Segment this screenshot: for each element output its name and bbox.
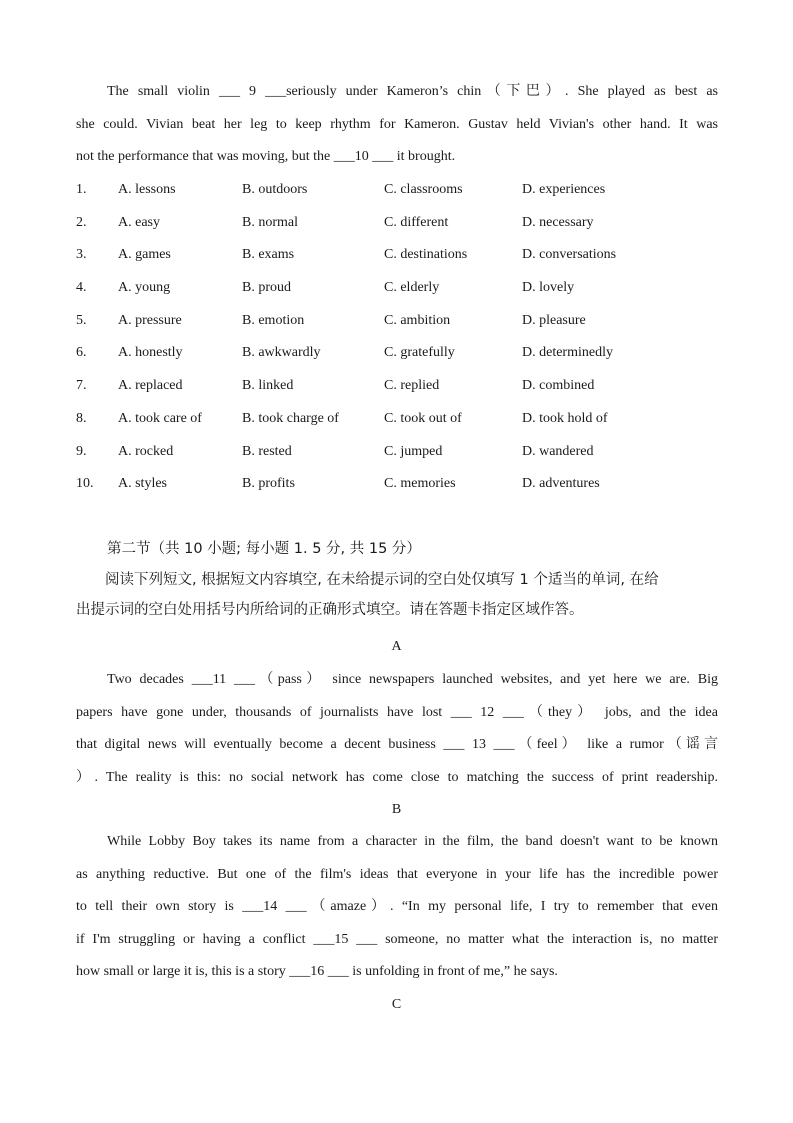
option-a: A. easy — [118, 214, 160, 230]
text-line: to tell their own story is ___14 ___（amaze）. “In my personal life, I try to remember that even — [76, 899, 718, 914]
section-instructions — [76, 565, 718, 625]
option-b: B. rested — [242, 443, 292, 459]
option-c: C. replied — [384, 378, 440, 394]
option-b: B. proud — [242, 280, 291, 296]
instruction-line: 阅读下列短文, 根据短文内容填空, 在未给提示词的空白处仅填写 1 个适当的单词, 在给 — [105, 572, 659, 588]
option-c: C. destinations — [384, 247, 468, 263]
option-d: D. lovely — [522, 280, 575, 296]
option-b: B. awkwardly — [242, 345, 321, 361]
passage-c-label: C — [391, 997, 402, 1012]
option-c: C. jumped — [384, 443, 443, 459]
option-c: C. memories — [384, 476, 456, 492]
option-a: A. honestly — [118, 345, 183, 361]
option-d: D. experiences — [522, 182, 606, 197]
options-table — [76, 174, 718, 501]
question-number: 7. — [76, 378, 87, 394]
option-a: A. lessons — [118, 182, 176, 197]
option-d: D. wandered — [522, 443, 594, 459]
text-line: that digital news will eventually become a decent business ___ 13 ___（feel） like a rumor（谣言 — [76, 737, 718, 752]
option-c: C. elderly — [384, 280, 440, 296]
option-row — [76, 468, 718, 501]
option-b: B. exams — [242, 247, 295, 263]
option-row — [76, 174, 718, 207]
option-a: A. young — [118, 280, 171, 296]
option-c: C. classrooms — [384, 182, 463, 197]
option-c: C. gratefully — [384, 345, 455, 361]
option-row — [76, 403, 718, 436]
text-line: how small or large it is, this is a story ___16 ___ is unfolding in front of me,” he says. — [76, 964, 558, 979]
question-number: 10. — [76, 476, 94, 492]
option-b: B. took charge of — [242, 410, 339, 426]
option-row — [76, 272, 718, 305]
option-b: B. outdoors — [242, 182, 308, 197]
question-number: 2. — [76, 214, 87, 230]
option-a: A. styles — [118, 476, 167, 492]
text-line: ）. The reality is this: no social network has come close to matching the success of print readership. — [76, 769, 718, 785]
option-row — [76, 436, 718, 469]
option-d: D. conversations — [522, 247, 617, 263]
passage-a — [76, 664, 718, 794]
option-d: D. determinedly — [522, 345, 613, 361]
question-number: 3. — [76, 247, 87, 263]
text-line: if I'm struggling or having a conflict ___15 ___ someone, no matter what the interaction is, no matter — [76, 931, 718, 947]
option-a: A. replaced — [118, 378, 183, 394]
option-d: D. necessary — [522, 214, 594, 230]
text-line: Two decades ___11 ___（pass） since newspapers launched websites, and yet here we are. Big — [107, 672, 718, 687]
option-a: A. games — [118, 247, 171, 263]
option-c: C. ambition — [384, 312, 451, 328]
text-line: papers have gone under, thousands of journalists have lost ___ 12 ___（they） jobs, and the idea — [76, 704, 718, 720]
question-number: 8. — [76, 410, 87, 426]
question-number: 9. — [76, 443, 87, 459]
option-c: C. took out of — [384, 410, 462, 426]
passage-violin — [76, 76, 718, 174]
option-b: B. linked — [242, 378, 294, 394]
question-number: 1. — [76, 182, 87, 197]
instruction-line: 出提示词的空白处用括号内所给词的正确形式填空。请在答题卡指定区域作答。 — [76, 602, 584, 618]
text-line: not the performance that was moving, but the ___10 ___ it brought. — [76, 149, 456, 164]
option-d: D. combined — [522, 378, 595, 394]
section-heading: 第二节（共 10 小题; 每小题 1. 5 分, 共 15 分） — [107, 541, 421, 557]
option-row — [76, 305, 718, 338]
question-number: 6. — [76, 345, 87, 361]
question-number: 5. — [76, 312, 87, 328]
option-d: D. pleasure — [522, 312, 586, 328]
option-row — [76, 337, 718, 370]
passage-a-label: A — [391, 639, 402, 654]
option-a: A. rocked — [118, 443, 174, 459]
question-number: 4. — [76, 280, 87, 296]
option-row — [76, 207, 718, 240]
option-b: B. profits — [242, 476, 295, 492]
text-line: The small violin ___ 9 ___seriously under Kameron’s chin（下巴）. She played as best as — [107, 84, 718, 99]
option-a: A. took care of — [118, 410, 202, 426]
option-d: D. took hold of — [522, 410, 608, 426]
option-b: B. normal — [242, 214, 298, 230]
text-line: as anything reductive. But one of the film's ideas that everyone in your life has the incredible power — [76, 866, 718, 882]
option-b: B. emotion — [242, 312, 305, 328]
passage-b-label: B — [391, 802, 402, 817]
option-a: A. pressure — [118, 312, 182, 328]
option-row — [76, 239, 718, 272]
passage-b — [76, 826, 718, 989]
option-row — [76, 370, 718, 403]
option-d: D. adventures — [522, 476, 600, 492]
option-c: C. different — [384, 214, 449, 230]
text-line: she could. Vivian beat her leg to keep rhythm for Kameron. Gustav held Vivian's other hand. It was — [76, 116, 718, 132]
text-line: While Lobby Boy takes its name from a character in the film, the band doesn't want to be known — [107, 834, 718, 849]
